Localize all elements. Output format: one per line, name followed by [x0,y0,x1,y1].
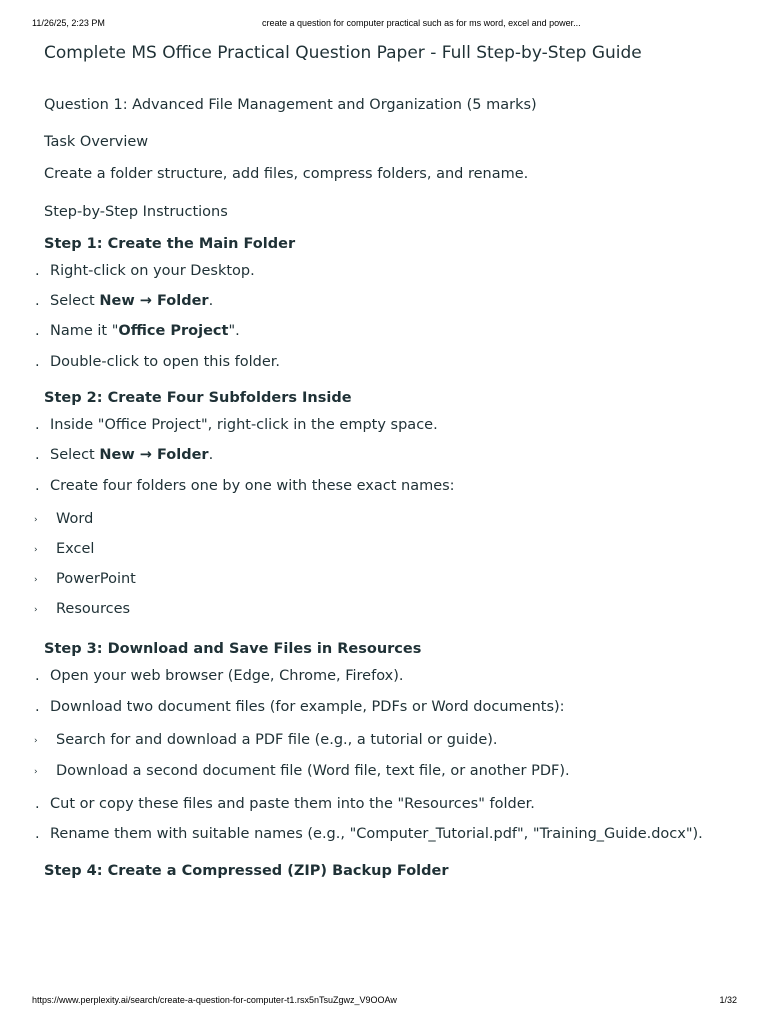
step2-heading: Step 2: Create Four Subfolders Inside [44,390,352,406]
list-marker: . [35,796,40,812]
list-marker: . [35,323,40,339]
list-marker: . [35,668,40,684]
print-datetime: 11/26/25, 2:23 PM [32,18,105,28]
list-item-text: Select New → Folder. [50,447,214,463]
list-marker: . [35,417,40,433]
sub-list-item-text: Word [56,511,94,527]
print-page-number: 1/32 [719,995,737,1005]
task-overview-heading: Task Overview [44,134,149,150]
list-item-text: Download two document files (for example, PDFs or Word documents): [50,699,565,715]
list-marker: . [35,478,40,494]
list-item-text: Double-click to open this folder. [50,354,281,370]
sub-list-item-text: Resources [56,601,131,617]
step4-heading: Step 4: Create a Compressed (ZIP) Backup Folder [44,863,449,879]
list-item-text: Open your web browser (Edge, Chrome, Firefox). [50,668,404,684]
list-item-text: Inside "Office Project", right-click in the empty space. [50,417,438,433]
list-marker: . [35,699,40,715]
step3-heading: Step 3: Download and Save Files in Resources [44,641,422,657]
list-item-text: Create four folders one by one with these exact names: [50,478,455,494]
list-marker: . [35,447,40,463]
list-item-text: Name it "Office Project". [50,323,240,339]
list-item-text: Rename them with suitable names (e.g., "Computer_Tutorial.pdf", "Training_Guide.docx"). [50,826,703,842]
task-overview-text: Create a folder structure, add files, compress folders, and rename. [44,166,529,182]
sub-bullet-icon: › [34,736,38,746]
sub-bullet-icon: › [34,515,38,525]
sub-list-item-text: Search for and download a PDF file (e.g., a tutorial or guide). [56,732,498,748]
document-title: Complete MS Office Practical Question Paper - Full Step-by-Step Guide [44,43,642,63]
list-marker: . [35,826,40,842]
sub-bullet-icon: › [34,545,38,555]
instructions-heading: Step-by-Step Instructions [44,204,228,220]
print-url[interactable]: https://www.perplexity.ai/search/create-a-question-for-computer-t1.rsx5nTsuZgwz_V9OOAw [32,995,397,1005]
step1-heading: Step 1: Create the Main Folder [44,236,296,252]
list-item-text: Right-click on your Desktop. [50,263,255,279]
list-marker: . [35,293,40,309]
list-item-text: Select New → Folder. [50,293,214,309]
list-marker: . [35,263,40,279]
list-item-text: Cut or copy these files and paste them into the "Resources" folder. [50,796,535,812]
sub-list-item-text: PowerPoint [56,571,136,587]
print-page-title: create a question for computer practical such as for ms word, excel and power... [262,18,581,28]
sub-bullet-icon: › [34,767,38,777]
sub-list-item-text: Excel [56,541,95,557]
list-marker: . [35,354,40,370]
sub-bullet-icon: › [34,575,38,585]
sub-list-item-text: Download a second document file (Word file, text file, or another PDF). [56,763,570,779]
question-heading: Question 1: Advanced File Management and Organization (5 marks) [44,97,537,113]
sub-bullet-icon: › [34,605,38,615]
